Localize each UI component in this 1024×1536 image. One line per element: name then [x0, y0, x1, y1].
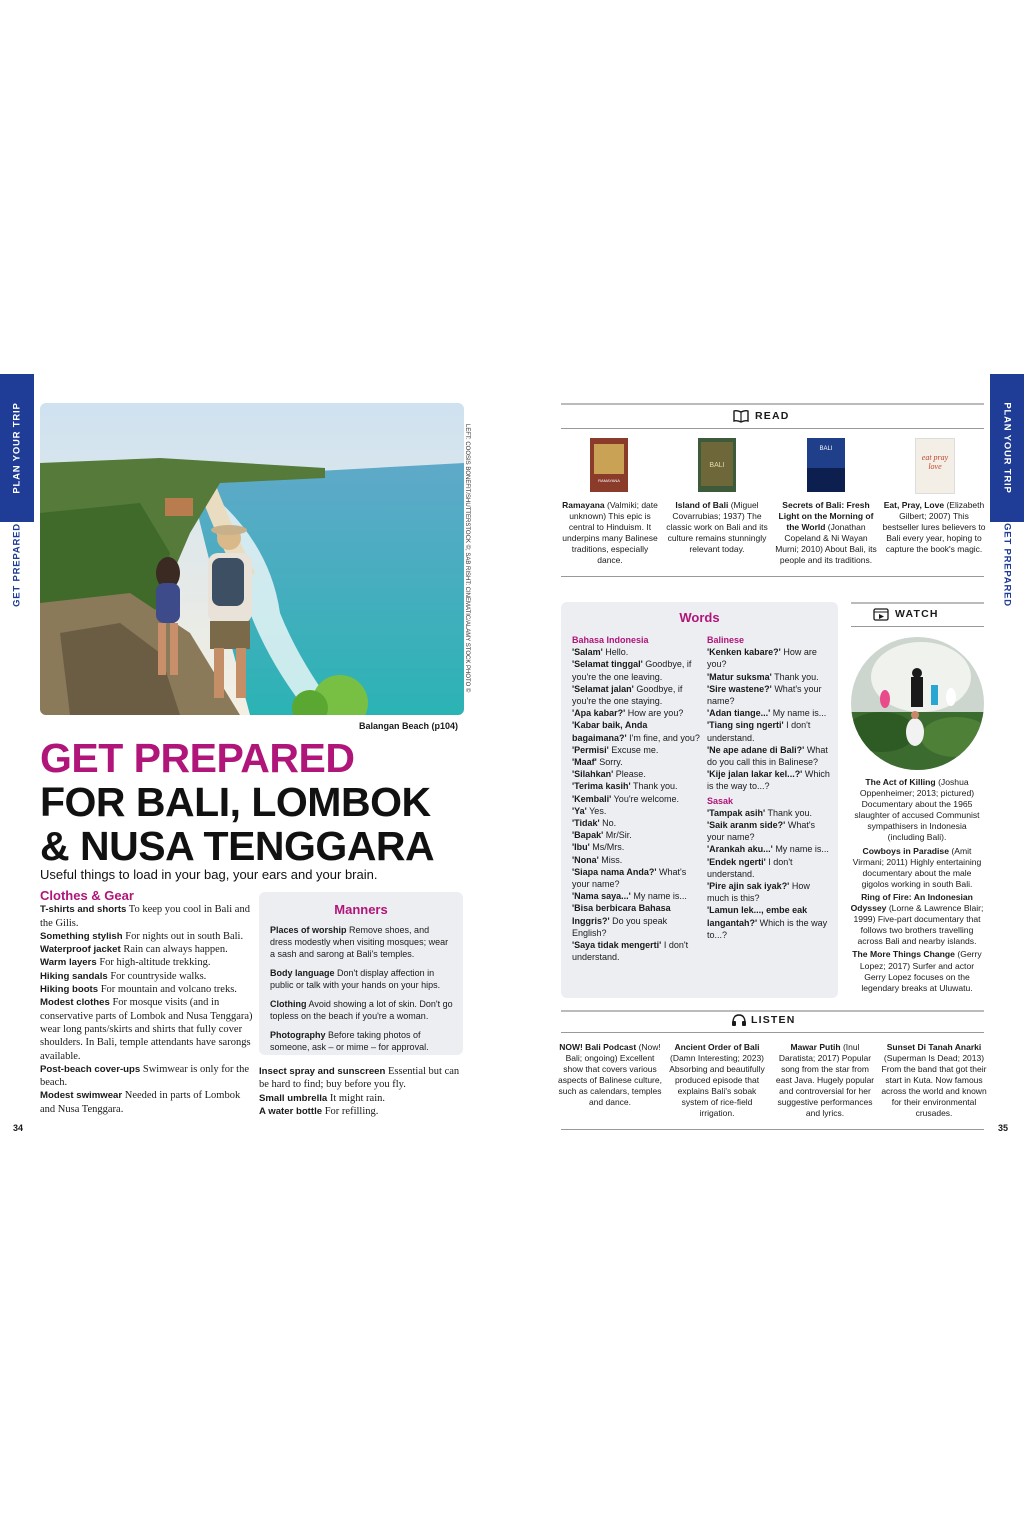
phrase: 'Tampak asih' Thank you.	[707, 807, 813, 818]
gear-item: Post-beach cover-ups Swimwear is only for the beach.	[40, 1063, 250, 1089]
side-tab-right	[990, 374, 1024, 522]
phrase: 'Ne ape adane di Bali?' What do you call this in Balinese?	[707, 744, 828, 768]
phrase: 'Arankah aku...' My name is...	[707, 844, 829, 855]
listen-heading: LISTEN	[751, 1014, 796, 1026]
phrase: 'Nona' Miss.	[572, 854, 623, 865]
side-tab-right-label: PLAN YOUR TRIP	[1001, 402, 1013, 494]
photo-caption: Balangan Beach (p104)	[359, 721, 459, 731]
words-column-balinese-sasak	[707, 634, 831, 941]
phrase: 'Apa kabar?' How are you?	[572, 708, 684, 719]
side-tab-left	[0, 374, 34, 522]
book-caption: Eat, Pray, Love (Elizabeth Gilbert; 2007) This bestseller lures believers to Bali every year, hoping to capture the book's magic.	[882, 500, 986, 554]
phrase: 'Bisa berbicara Bahasa Inggris?' Do you speak English?	[572, 903, 671, 938]
phrase: 'Salam' Hello.	[572, 647, 629, 658]
manners-heading: Manners	[334, 902, 388, 917]
phrase: 'Ibu' Ms/Mrs.	[572, 842, 625, 853]
phrase: 'Saya tidak mengerti' I don't understand.	[572, 940, 689, 963]
read-rule-mid	[561, 428, 984, 429]
words-box	[561, 602, 838, 998]
manners-item: Photography Before taking photos of someone, ask – or mime – for approval.	[270, 1030, 429, 1052]
words-heading: Words	[679, 610, 720, 625]
watch-rule-mid	[851, 626, 984, 627]
gear-item: Modest swimwear Needed in parts of Lombok and Nusa Tenggara.	[40, 1090, 241, 1115]
clothes-gear-section	[40, 889, 254, 1116]
watch-rule-top	[851, 602, 984, 604]
book-caption: Island of Bali (Miguel Covarrubias; 1937) The classic work on Bali and its culture remains stunningly relevant today.	[666, 500, 768, 554]
watch-list	[848, 777, 986, 994]
listen-item: NOW! Bali Podcast (Now! Bali; ongoing) Excellent show that covers various aspects of Balinese culture, such as calendars, temples and dance.	[558, 1042, 662, 1107]
phrase: 'Matur suksma' Thank you.	[707, 671, 819, 682]
page-title-line3: & NUSA TENGGARA	[40, 823, 435, 869]
book-caption: Secrets of Bali: Fresh Light on the Morning of the World (Jonathan Copeland & Ni Wayan Murni; 2010) About Bali, its people and its traditions.	[775, 500, 877, 565]
book-cover-ramayana: RAMAYANA	[590, 438, 628, 492]
words-subheading: Bahasa Indonesia	[572, 635, 649, 645]
listen-item: Ancient Order of Bali (Damn Interesting; 2023) Absorbing and beautifully produced episode that explains Bali's sobak system of rice-field irrigation.	[669, 1042, 765, 1118]
phrase: 'Kabar baik, Anda bagaimana?' I'm fine, and you?	[572, 720, 700, 743]
film-still	[851, 637, 984, 770]
watch-heading: WATCH	[895, 608, 939, 620]
listen-rule-mid	[561, 1032, 984, 1033]
gear-item: Insect spray and sunscreen Essential but can be hard to find; buy before you fly.	[259, 1066, 460, 1091]
manners-box	[259, 892, 463, 1055]
listen-item: Sunset Di Tanah Anarki (Superman Is Dead; 2013) From the band that got their start in Kuta. Now famous across the world and known for their environmental crusades.	[881, 1042, 987, 1118]
gear-item: Something stylish For nights out in south Bali.	[40, 930, 244, 942]
phrase: 'Saik aranm side?' What's your name?	[707, 820, 816, 843]
phrase: 'Bapak' Mr/Sir.	[572, 830, 632, 841]
manners-item: Clothing Avoid showing a lot of skin. Don't go topless on the beach if you're a woman.	[270, 999, 453, 1021]
beach-photo	[40, 403, 464, 715]
phrase: 'Selamat jalan' Goodbye, if you're the one staying.	[572, 683, 683, 707]
phrase: 'Siapa nama Anda?' What's your name?	[572, 866, 687, 890]
gear-item: Hiking boots For mountain and volcano treks.	[40, 984, 237, 996]
phrase: 'Sire wastene?' What's your name?	[707, 683, 822, 707]
gear-item: Modest clothes For mosque visits (and in conservative parts of Lombok and Nusa Tenggara) wear long pants/skirts and shirts that fully cover shoulders. In Bali, temple attendants have sarongs available.	[40, 997, 253, 1062]
words-subheading: Balinese	[707, 635, 745, 645]
phrase: 'Terima kasih' Thank you.	[572, 781, 678, 792]
gear-item: A water bottle For refilling.	[259, 1105, 379, 1117]
phrase: 'Tiang sing ngerti' I don't understand.	[707, 720, 811, 743]
phrase: 'Pire ajin sak iyak?' How much is this?	[707, 881, 810, 904]
book-caption: Ramayana (Valmiki; date unknown) This epic is central to Hinduism. It underpins many Balinese traditions, especially dance.	[562, 500, 658, 565]
page-subtitle: Useful things to load in your bag, your ears and your brain.	[40, 867, 378, 882]
words-column-indonesian	[572, 634, 700, 963]
phrase: 'Silahkan' Please.	[572, 769, 646, 780]
watch-item: The Act of Killing (Joshua Oppenheimer; 2013; pictured) Documentary about the 1965 slaughter of accused Communist sympathisers in Indonesia (including Bali).	[854, 777, 980, 843]
extra-gear-section	[259, 1065, 469, 1118]
watch-item: Ring of Fire: An Indonesian Odyssey (Lorne & Lawrence Blair; 1999) Five-part documentary that follows two brothers travelling across Bali and nearby islands.	[850, 891, 984, 947]
manners-item: Body language Don't display affection in public or talk with your hands on your hips.	[270, 968, 441, 990]
words-subheading: Sasak	[707, 795, 734, 806]
book-cover-island-of-bali: BALI	[698, 438, 736, 492]
book-icon	[733, 409, 749, 428]
phrase: 'Nama saya...' My name is...	[572, 891, 687, 902]
side-tab-left-label: PLAN YOUR TRIP	[11, 402, 23, 494]
photo-credit: LEFT: COOSIS BONEFIT/SHUTTERSTOCK ©; SAB RISHT: CINEMATIC/ALAMY STOCK PHOTO ©	[464, 424, 470, 693]
listen-rule-bottom	[561, 1129, 984, 1130]
side-left-sub: GET PREPARED	[11, 523, 23, 607]
page-number-right: 35	[998, 1123, 1009, 1133]
phrase: 'Tidak' No.	[572, 818, 617, 829]
phrase: 'Kenken kabare?' How are you?	[707, 647, 817, 670]
phrase: 'Kembali' You're welcome.	[572, 793, 680, 804]
listen-rule-top	[561, 1010, 984, 1012]
page-title-line1: GET PREPARED	[40, 735, 355, 781]
book-cover-eat-pray-love: eat pray love	[915, 438, 955, 494]
book-cover-secrets-of-bali: BALI	[807, 438, 845, 492]
headphones-icon	[731, 1013, 747, 1032]
gear-item: T-shirts and shorts To keep you cool in Bali and the Gilis.	[40, 904, 250, 929]
page-title-line2: FOR BALI, LOMBOK	[40, 779, 431, 825]
phrase: 'Permisi' Excuse me.	[572, 744, 659, 755]
gear-item: Hiking sandals For countryside walks.	[40, 970, 207, 982]
gear-item: Waterproof jacket Rain can always happen.	[40, 944, 228, 956]
listen-item: Mawar Putih (Inul Daratista; 2017) Popular song from the star from east Java. Hugely popular and controversial for her suggestive performances and lyrics.	[775, 1042, 875, 1118]
phrase: 'Lamun lek..., embe eak langantah?' Which is the way to...?	[707, 905, 828, 940]
page-number-left: 34	[13, 1123, 24, 1133]
gear-item: Warm layers For high-altitude trekking.	[40, 957, 211, 969]
phrase: 'Maaf' Sorry.	[572, 757, 623, 768]
phrase: 'Adan tiange...' My name is...	[707, 708, 827, 719]
gear-item: Small umbrella It might rain.	[259, 1092, 385, 1104]
watch-item: Cowboys in Paradise (Amit Virmani; 2011) Highly entertaining documentary about the male gigolos working in south Bali.	[852, 845, 982, 889]
read-rule-bottom	[561, 576, 984, 577]
read-rule-top	[561, 403, 984, 405]
clothes-gear-heading: Clothes & Gear	[40, 888, 134, 903]
phrase: 'Selamat tinggal' Goodbye, if you're the one leaving.	[572, 659, 692, 682]
phrase: 'Endek ngerti' I don't understand.	[707, 856, 793, 879]
watch-item: The More Things Change (Gerry Lopez; 2017) Surfer and actor Gerry Lopez focuses on the legendary breaks at Uluwatu.	[852, 949, 982, 993]
phrase: 'Kije jalan lakar kel...?' Which is the way to...?	[707, 769, 830, 792]
phrase: 'Ya' Yes.	[572, 805, 607, 816]
film-icon	[873, 607, 889, 626]
manners-item: Places of worship Remove shoes, and dress modestly when visiting mosques; wear a sash and sarong at Bali's temples.	[270, 925, 449, 959]
side-right-sub: GET PREPARED	[1001, 523, 1013, 607]
read-heading: READ	[755, 410, 790, 422]
